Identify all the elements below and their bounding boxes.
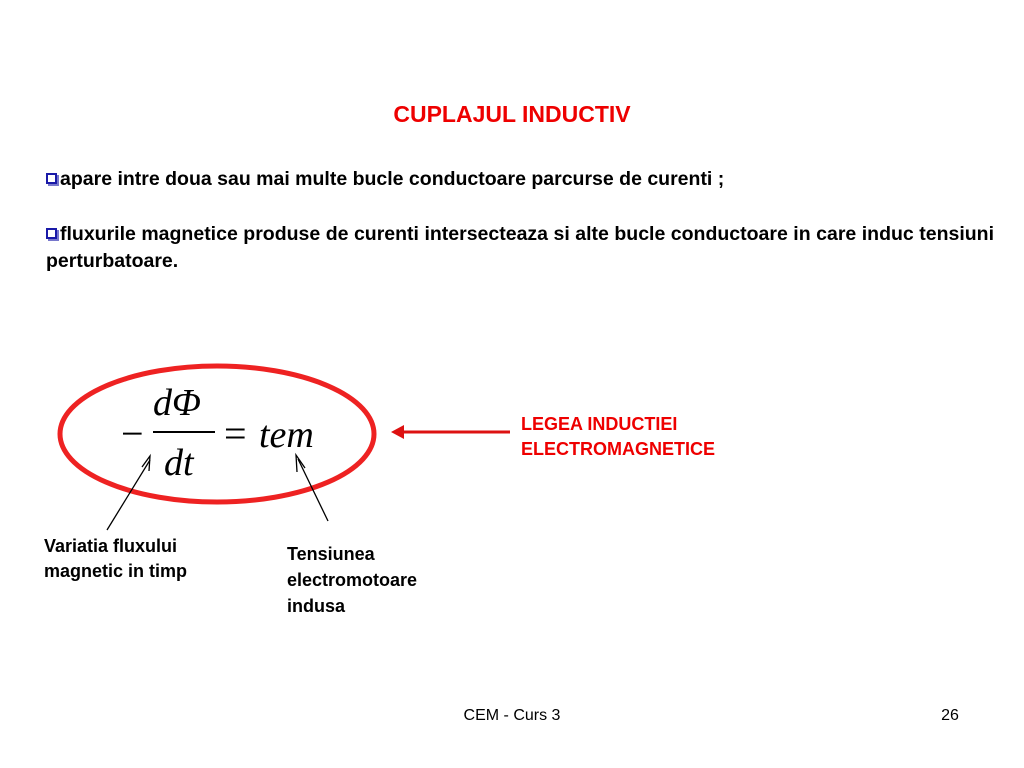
annotation-flux — [44, 534, 187, 584]
formula-numerator: dΦ — [153, 382, 201, 424]
annotation-flux-line-1: Variatia fluxului — [44, 536, 178, 556]
annotation-tem — [287, 541, 417, 619]
flux-pointer-arrowhead-icon — [142, 456, 150, 471]
bullet-text-1: apare intre doua sau mai multe bucle conductoare parcurse de curenti ; — [60, 168, 725, 190]
formula-denominator: dt — [164, 442, 194, 484]
formula-equals: = — [224, 411, 247, 456]
formula-rhs: tem — [259, 414, 314, 456]
formula-ellipse — [60, 366, 374, 502]
law-label — [521, 412, 715, 462]
slide-title: CUPLAJUL INDUCTIV — [393, 101, 631, 127]
annotation-tem-line-2: electromotoare — [287, 570, 418, 590]
footer-course: CEM - Curs 3 — [463, 707, 561, 724]
law-label-line-1: LEGEA INDUCTIEI — [521, 414, 678, 434]
law-arrowhead-icon — [391, 425, 404, 439]
annotation-flux-line-2: magnetic in timp — [44, 561, 188, 581]
footer-page-number: 26 — [941, 707, 959, 724]
formula-minus: − — [121, 411, 144, 456]
annotation-tem-line-1: Tensiunea — [287, 544, 375, 564]
law-label-line-2: ELECTROMAGNETICE — [521, 439, 716, 459]
bullet-text-2: fluxurile magnetice produse de curenti intersecteaza si alte bucle conductoare in care induc tensiuni perturbatoare. — [46, 223, 994, 272]
annotation-tem-line-3: indusa — [287, 596, 346, 616]
